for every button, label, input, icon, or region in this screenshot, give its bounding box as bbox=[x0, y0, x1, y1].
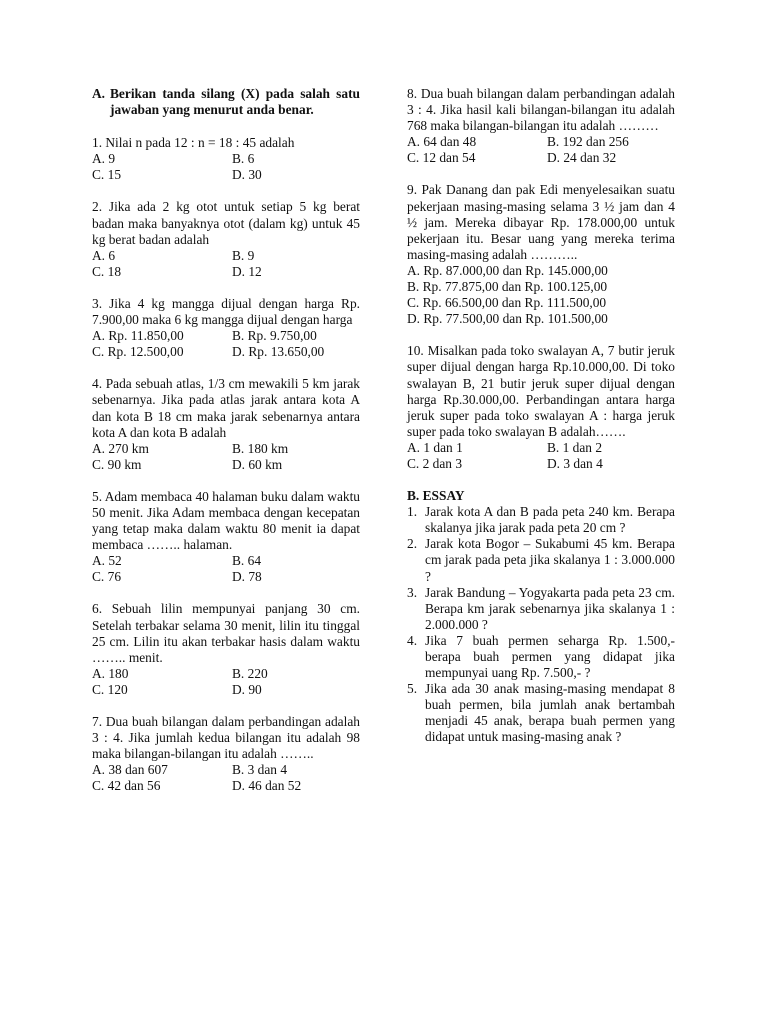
answer-options bbox=[92, 666, 360, 698]
option-d: D. 46 dan 52 bbox=[232, 778, 302, 794]
option-d: D. 30 bbox=[232, 167, 262, 183]
question-text: 8. Dua buah bilangan dalam perbandingan adalah 3 : 4. Jika hasil kali bilangan-bilangan itu adalah 768 maka bilangan-bilangan itu adalah ……… bbox=[407, 86, 675, 134]
option-c: C. Rp. 66.500,00 dan Rp. 111.500,00 bbox=[407, 295, 607, 311]
answer-options bbox=[92, 553, 360, 585]
option-c: C. Rp. 12.500,00 bbox=[92, 344, 184, 360]
essay-text: Jarak kota Bogor – Sukabumi 45 km. Berapa cm jarak pada peta jika skalanya 1 : 3.000.000 ? bbox=[425, 536, 675, 584]
left-column bbox=[92, 86, 360, 810]
answer-options bbox=[92, 762, 360, 794]
question-text: 9. Pak Danang dan pak Edi menyelesaikan suatu pekerjaan masing-masing selama 3 ½ jam dan 4 ½ jam. Mereka dibayar Rp. 178.000,00 untuk pekerjaan itu. Besar uang yang mereka terima masing-masing adalah ……….. bbox=[407, 182, 675, 262]
option-a: A. 6 bbox=[92, 247, 116, 263]
question-text: 2. Jika ada 2 kg otot untuk setiap 5 kg berat badan maka banyaknya otot (dalam kg) untuk 45 kg berat badan adalah bbox=[92, 199, 360, 247]
essay-item bbox=[407, 585, 675, 633]
option-a: A. Rp. 11.850,00 bbox=[92, 328, 184, 344]
essay-item bbox=[407, 633, 675, 681]
option-a: A. 180 bbox=[92, 665, 129, 681]
question-text: 6. Sebuah lilin mempunyai panjang 30 cm. Setelah terbakar selama 30 menit, lilin itu tinggal 25 cm. Lilin itu akan terbakar hasis dalam waktu …….. menit. bbox=[92, 601, 360, 665]
answer-options bbox=[92, 248, 360, 280]
essay-number: 4. bbox=[407, 632, 418, 648]
essay-number: 3. bbox=[407, 584, 418, 600]
option-d: D. 60 km bbox=[232, 456, 283, 472]
option-c: C. 2 dan 3 bbox=[407, 455, 463, 471]
option-b: B. 192 dan 256 bbox=[547, 134, 629, 150]
question-5 bbox=[92, 489, 360, 586]
answer-options bbox=[407, 134, 675, 166]
essay-text: Jika 7 buah permen seharga Rp. 1.500,- berapa buah permen yang didapat jika mempunyai uang Rp. 7.500,- ? bbox=[425, 632, 675, 681]
answer-options bbox=[407, 440, 675, 472]
answer-options bbox=[407, 263, 675, 327]
question-text: 4. Pada sebuah atlas, 1/3 cm mewakili 5 km jarak sebenarnya. Jika pada atlas jarak antara kota A dan kota B 18 cm maka jarak sebenarnya antara kota A dan kota B adalah bbox=[92, 376, 360, 440]
option-c: C. 120 bbox=[92, 681, 128, 697]
question-text: 7. Dua buah bilangan dalam perbandingan adalah 3 : 4. Jika jumlah kedua bilangan itu adalah 98 maka bilangan-bilangan itu adalah …….. bbox=[92, 714, 360, 762]
essay-text: Jika ada 30 anak masing-masing mendapat 8 buah permen, bila jumlah anak bertambah menjadi 45 anak, berapa buah permen yang didapat untuk masing-masing anak ? bbox=[425, 681, 675, 745]
option-c: C. 76 bbox=[92, 569, 122, 585]
option-d: D. Rp. 13.650,00 bbox=[232, 344, 325, 360]
option-d: D. 78 bbox=[232, 569, 262, 585]
option-b: B. Rp. 9.750,00 bbox=[232, 328, 317, 344]
option-a: A. 1 dan 1 bbox=[407, 439, 463, 455]
section-a-instruction: Berikan tanda silang (X) pada salah satu jawaban yang menurut anda benar. bbox=[110, 86, 360, 118]
question-text: 1. Nilai n pada 12 : n = 18 : 45 adalah bbox=[92, 135, 295, 151]
question-text: 3. Jika 4 kg mangga dijual dengan harga Rp. 7.900,00 maka 6 kg mangga dijual dengan harga bbox=[92, 295, 360, 328]
question-7 bbox=[92, 714, 360, 794]
essay-list bbox=[407, 504, 675, 745]
question-6 bbox=[92, 601, 360, 698]
section-a-letter: A. bbox=[92, 86, 106, 101]
option-b: B. 180 km bbox=[232, 440, 289, 456]
option-a: A. 64 dan 48 bbox=[407, 134, 477, 150]
essay-item bbox=[407, 536, 675, 584]
question-text: 5. Adam membaca 40 halaman buku dalam waktu 50 menit. Jika Adam membaca dengan kecepatan yang tetap maka dalam waktu 80 menit ia dapat membaca …….. halaman. bbox=[92, 488, 360, 553]
option-b: B. 1 dan 2 bbox=[547, 439, 603, 455]
answer-options bbox=[92, 441, 360, 473]
essay-text: Jarak kota A dan B pada peta 240 km. Berapa skalanya jika jarak pada peta 20 cm ? bbox=[425, 504, 675, 536]
question-9 bbox=[407, 182, 675, 327]
answer-options bbox=[92, 328, 360, 360]
option-b: B. 3 dan 4 bbox=[232, 762, 288, 778]
option-d: D. 24 dan 32 bbox=[547, 150, 617, 166]
option-d: D. 90 bbox=[232, 681, 262, 697]
option-c: C. 42 dan 56 bbox=[92, 778, 161, 794]
question-3 bbox=[92, 296, 360, 360]
right-column bbox=[407, 86, 675, 746]
option-a: A. 270 km bbox=[92, 440, 149, 456]
option-b: B. 9 bbox=[232, 247, 255, 263]
option-c: C. 18 bbox=[92, 263, 122, 279]
question-10 bbox=[407, 343, 675, 472]
option-d: D. 12 bbox=[232, 263, 262, 279]
essay-number: 1. bbox=[407, 504, 418, 520]
option-d: D. Rp. 77.500,00 dan Rp. 101.500,00 bbox=[407, 311, 608, 327]
option-a: A. 38 dan 607 bbox=[92, 762, 168, 778]
option-a: A. Rp. 87.000,00 dan Rp. 145.000,00 bbox=[407, 262, 608, 278]
option-a: A. 9 bbox=[92, 151, 116, 167]
option-b: B. 6 bbox=[232, 151, 255, 167]
option-b: B. Rp. 77.875,00 dan Rp. 100.125,00 bbox=[407, 279, 608, 295]
question-4 bbox=[92, 376, 360, 473]
option-c: C. 90 km bbox=[92, 456, 142, 472]
question-2 bbox=[92, 199, 360, 279]
question-text: 10. Misalkan pada toko swalayan A, 7 butir jeruk super dijual dengan harga Rp.10.000,00. Di toko swalayan B, 21 butir jeruk super dijual dengan harga Rp.30.000,00. Perbandingan antara harga jeruk super pada toko swalayan A : harga jeruk super pada toko swalayan B adalah……. bbox=[407, 343, 675, 439]
essay-item bbox=[407, 681, 675, 745]
essay-number: 2. bbox=[407, 536, 418, 552]
question-1 bbox=[92, 135, 360, 183]
answer-options bbox=[92, 151, 360, 183]
essay-item bbox=[407, 504, 675, 536]
option-b: B. 220 bbox=[232, 665, 268, 681]
section-a-heading bbox=[92, 86, 360, 118]
option-c: C. 15 bbox=[92, 167, 122, 183]
essay-text: Jarak Bandung – Yogyakarta pada peta 23 cm. Berapa km jarak sebenarnya jika skalanya 1 : 2.000.000 ? bbox=[425, 584, 675, 632]
essay-number: 5. bbox=[407, 681, 418, 697]
option-d: D. 3 dan 4 bbox=[547, 455, 603, 471]
option-b: B. 64 bbox=[232, 553, 262, 569]
question-8 bbox=[407, 86, 675, 166]
option-a: A. 52 bbox=[92, 553, 122, 569]
section-b-title: B. ESSAY bbox=[407, 488, 465, 504]
option-c: C. 12 dan 54 bbox=[407, 150, 476, 166]
